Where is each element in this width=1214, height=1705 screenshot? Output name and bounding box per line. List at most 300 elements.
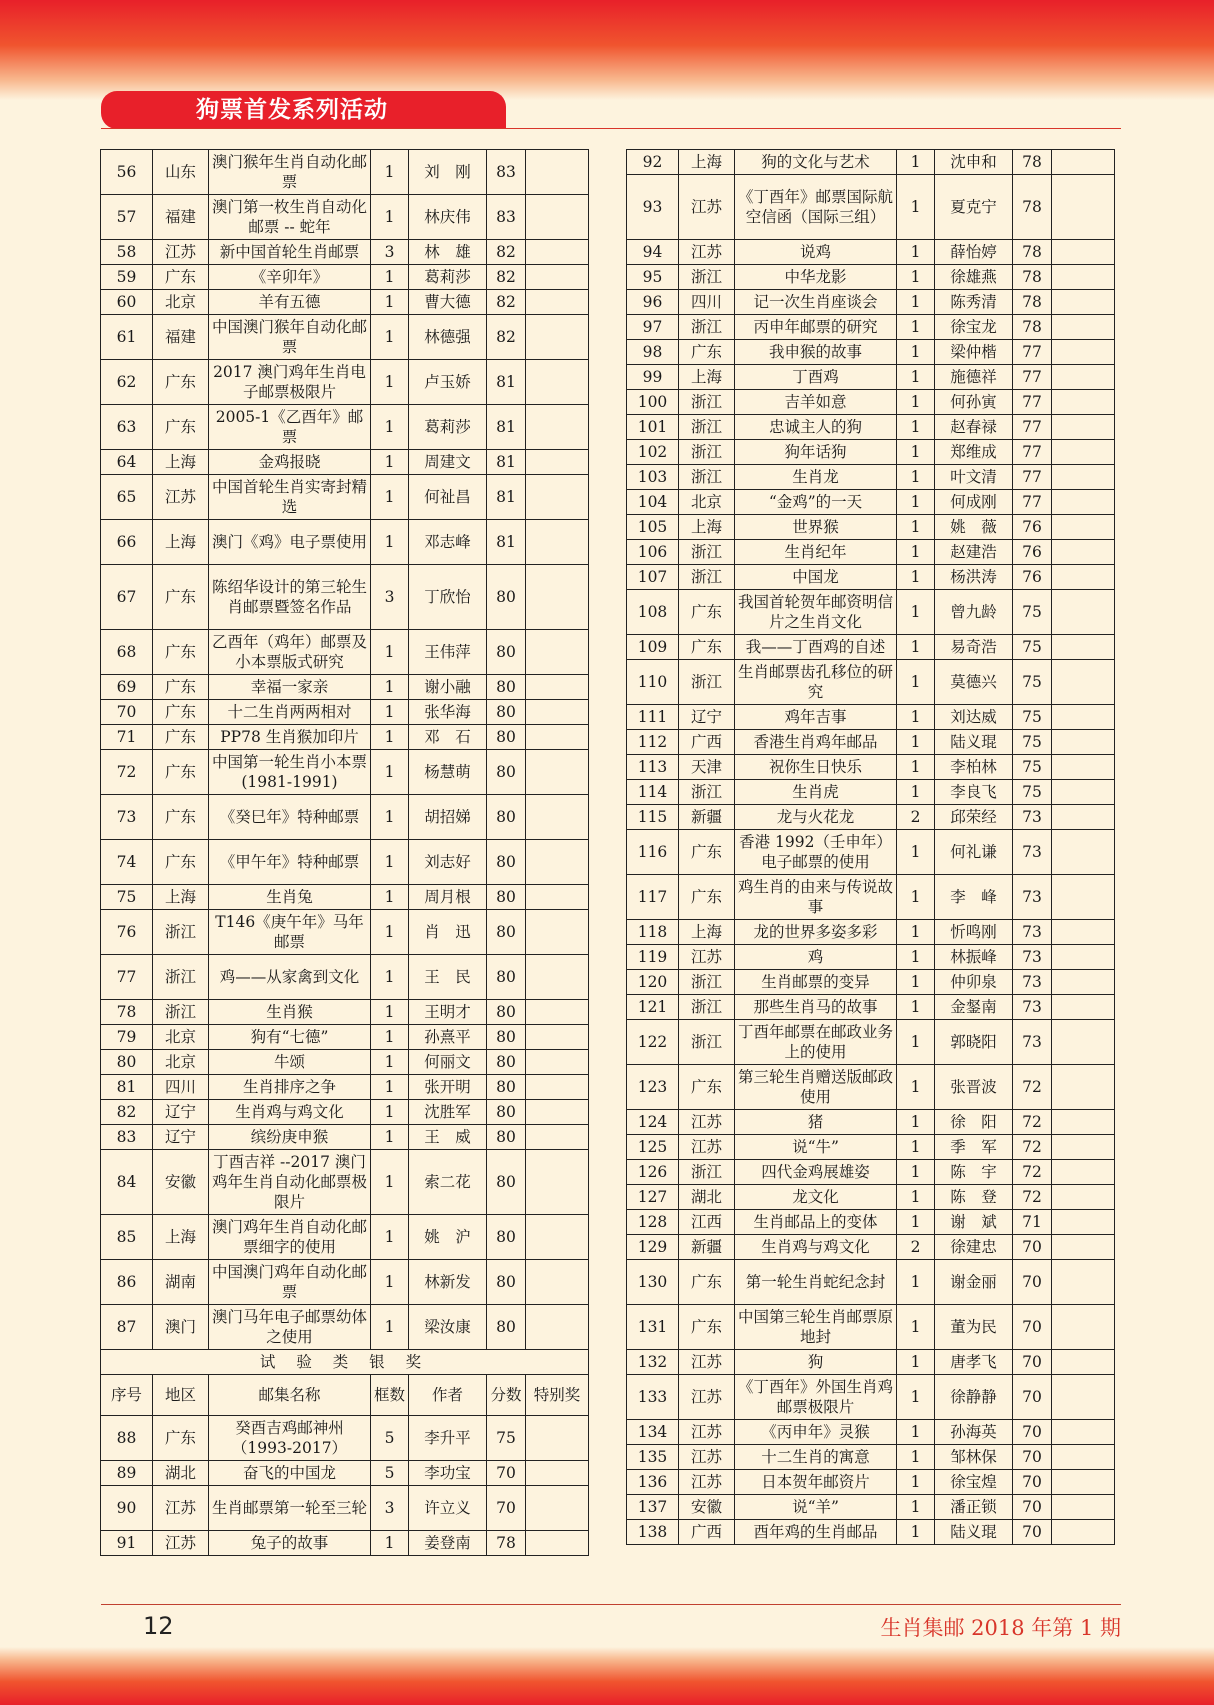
exhibit-title-cell: 鸡 [735,945,897,970]
special-award-cell [526,150,589,195]
entry-number-cell: 81 [101,1075,153,1100]
table-row [101,955,589,1000]
entry-number-cell: 97 [627,315,679,340]
entry-number-cell: 104 [627,490,679,515]
frame-count-cell: 1 [897,875,935,920]
special-award-cell [526,1486,589,1531]
region-cell: 浙江 [679,390,735,415]
frame-count-cell: 1 [897,755,935,780]
special-award-cell [526,360,589,405]
score-cell: 82 [487,240,526,265]
entry-number-cell: 123 [627,1065,679,1110]
special-award-cell [526,265,589,290]
special-award-cell [526,1305,589,1350]
region-cell: 新疆 [679,805,735,830]
special-award-cell [1052,730,1115,755]
exhibit-title-cell: 说“羊” [735,1495,897,1520]
special-award-cell [1052,1305,1115,1350]
entry-number-cell: 68 [101,630,153,675]
table-row [627,830,1115,875]
exhibit-title-cell: 龙的世界多姿多彩 [735,920,897,945]
table-row [101,315,589,360]
author-cell: 徐静静 [935,1375,1013,1420]
table-row [627,565,1115,590]
score-cell: 73 [1013,875,1052,920]
frame-count-cell: 1 [897,635,935,660]
score-cell: 80 [487,1215,526,1260]
entry-number-cell: 70 [101,700,153,725]
score-cell: 70 [487,1486,526,1531]
region-cell: 辽宁 [153,1100,209,1125]
frame-count-cell: 5 [371,1461,409,1486]
frame-count-cell: 1 [897,705,935,730]
frame-count-cell: 1 [371,885,409,910]
score-cell: 71 [1013,1210,1052,1235]
author-cell: 杨慧萌 [409,750,487,795]
region-cell: 浙江 [679,315,735,340]
entry-number-cell: 117 [627,875,679,920]
author-cell: 曾九龄 [935,590,1013,635]
special-award-cell [526,290,589,315]
special-award-cell [526,1075,589,1100]
score-cell: 80 [487,795,526,840]
region-cell: 江苏 [679,1470,735,1495]
score-cell: 76 [1013,540,1052,565]
score-cell: 77 [1013,440,1052,465]
score-cell: 80 [487,1100,526,1125]
region-cell: 浙江 [679,415,735,440]
exhibit-title-cell: 生肖邮票的变异 [735,970,897,995]
exhibit-title-cell: 日本贺年邮资片 [735,1470,897,1495]
table-row [627,1305,1115,1350]
special-award-cell [1052,1135,1115,1160]
frame-count-cell: 1 [371,1150,409,1215]
table-row [627,415,1115,440]
author-cell: 沈申和 [935,150,1013,175]
frame-count-cell: 1 [371,265,409,290]
entry-number-cell: 135 [627,1445,679,1470]
table-row [627,805,1115,830]
score-cell: 80 [487,955,526,1000]
region-cell: 北京 [153,290,209,315]
score-cell: 82 [487,290,526,315]
region-cell: 广西 [679,1520,735,1545]
region-cell: 四川 [153,1075,209,1100]
frame-count-cell: 1 [897,240,935,265]
author-cell: 张华海 [409,700,487,725]
special-award-cell [526,630,589,675]
column-header-author: 作者 [409,1375,487,1416]
author-cell: 谢金丽 [935,1260,1013,1305]
column-header-row [101,1375,589,1416]
region-cell: 江苏 [679,1135,735,1160]
table-row [627,175,1115,240]
special-award-cell [1052,945,1115,970]
frame-count-cell: 1 [371,520,409,565]
entry-number-cell: 63 [101,405,153,450]
frame-count-cell: 1 [371,150,409,195]
page-number: 12 [143,1612,174,1640]
region-cell: 安徽 [679,1495,735,1520]
exhibit-title-cell: 澳门猴年生肖自动化邮票 [209,150,371,195]
frame-count-cell: 1 [897,565,935,590]
exhibit-title-cell: 《甲午年》特种邮票 [209,840,371,885]
frame-count-cell: 3 [371,240,409,265]
score-cell: 80 [487,885,526,910]
author-cell: 曹大德 [409,290,487,315]
score-cell: 72 [1013,1160,1052,1185]
frame-count-cell: 1 [897,1260,935,1305]
score-cell: 75 [1013,755,1052,780]
frame-count-cell: 1 [897,970,935,995]
author-cell: 陆义琨 [935,730,1013,755]
author-cell: 谢小融 [409,675,487,700]
exhibit-title-cell: 牛颂 [209,1050,371,1075]
table-row [101,1461,589,1486]
score-cell: 81 [487,405,526,450]
frame-count-cell: 1 [897,1420,935,1445]
frame-count-cell: 1 [897,660,935,705]
score-cell: 76 [1013,515,1052,540]
special-award-cell [1052,995,1115,1020]
score-cell: 73 [1013,830,1052,875]
special-award-cell [1052,635,1115,660]
special-award-cell [1052,1110,1115,1135]
author-cell: 李 峰 [935,875,1013,920]
table-row [101,750,589,795]
author-cell: 肖 迅 [409,910,487,955]
entry-number-cell: 64 [101,450,153,475]
region-cell: 浙江 [679,440,735,465]
exhibit-title-cell: 狗的文化与艺术 [735,150,897,175]
special-award-cell [526,725,589,750]
frame-count-cell: 1 [371,1075,409,1100]
author-cell: 陆义琨 [935,1520,1013,1545]
entry-number-cell: 106 [627,540,679,565]
table-row [627,755,1115,780]
table-row [101,910,589,955]
special-award-cell [1052,780,1115,805]
region-cell: 广东 [679,1065,735,1110]
table-row [101,475,589,520]
special-award-cell [1052,1235,1115,1260]
frame-count-cell: 1 [371,1125,409,1150]
entry-number-cell: 56 [101,150,153,195]
score-cell: 78 [1013,240,1052,265]
exhibit-title-cell: 幸福一家亲 [209,675,371,700]
frame-count-cell: 1 [897,1350,935,1375]
special-award-cell [1052,415,1115,440]
exhibit-title-cell: 中华龙影 [735,265,897,290]
frame-count-cell: 1 [897,1065,935,1110]
special-award-cell [526,1000,589,1025]
entry-number-cell: 96 [627,290,679,315]
table-row [627,970,1115,995]
region-cell: 江西 [679,1210,735,1235]
table-row [627,1495,1115,1520]
author-cell: 邓 石 [409,725,487,750]
region-cell: 广东 [153,1416,209,1461]
entry-number-cell: 127 [627,1185,679,1210]
frame-count-cell: 1 [897,830,935,875]
exhibit-title-cell: 2005-1《乙酉年》邮票 [209,405,371,450]
score-cell: 70 [1013,1260,1052,1305]
score-cell: 77 [1013,390,1052,415]
frame-count-cell: 1 [897,490,935,515]
special-award-cell [526,1150,589,1215]
footer-divider [101,1604,1121,1605]
score-cell: 75 [1013,635,1052,660]
entry-number-cell: 115 [627,805,679,830]
frame-count-cell: 1 [897,390,935,415]
exhibit-title-cell: 新中国首轮生肖邮票 [209,240,371,265]
frame-count-cell: 1 [897,1445,935,1470]
special-award-cell [1052,1020,1115,1065]
author-cell: 王伟萍 [409,630,487,675]
special-award-cell [526,675,589,700]
special-award-cell [1052,590,1115,635]
region-cell: 福建 [153,315,209,360]
author-cell: 董为民 [935,1305,1013,1350]
frame-count-cell: 1 [371,675,409,700]
exhibit-title-cell: 说“牛” [735,1135,897,1160]
exhibit-title-cell: 猪 [735,1110,897,1135]
score-cell: 81 [487,450,526,475]
region-cell: 浙江 [679,465,735,490]
entry-number-cell: 138 [627,1520,679,1545]
author-cell: 薛怡婷 [935,240,1013,265]
exhibit-title-cell: 鸡——从家禽到文化 [209,955,371,1000]
table-row [627,240,1115,265]
entry-number-cell: 122 [627,1020,679,1065]
special-award-cell [1052,515,1115,540]
score-cell: 77 [1013,465,1052,490]
author-cell: 梁仲楷 [935,340,1013,365]
exhibit-title-cell: 澳门鸡年生肖自动化邮票细字的使用 [209,1215,371,1260]
region-cell: 浙江 [679,540,735,565]
region-cell: 山东 [153,150,209,195]
region-cell: 广东 [153,265,209,290]
region-cell: 上海 [153,885,209,910]
author-cell: 陈 登 [935,1185,1013,1210]
region-cell: 上海 [153,520,209,565]
score-cell: 70 [1013,1235,1052,1260]
exhibit-title-cell: 狗有“七德” [209,1025,371,1050]
entry-number-cell: 60 [101,290,153,315]
exhibit-title-cell: 澳门《鸡》电子票使用 [209,520,371,565]
table-row [627,540,1115,565]
table-row [627,1110,1115,1135]
table-row [101,1050,589,1075]
table-row [627,1375,1115,1420]
table-row [627,590,1115,635]
special-award-cell [1052,1210,1115,1235]
region-cell: 广东 [153,700,209,725]
frame-count-cell: 1 [897,1185,935,1210]
region-cell: 广东 [679,590,735,635]
entry-number-cell: 72 [101,750,153,795]
frame-count-cell: 1 [897,515,935,540]
frame-count-cell: 3 [371,565,409,630]
exhibit-title-cell: 中国澳门猴年自动化邮票 [209,315,371,360]
author-cell: 王 威 [409,1125,487,1150]
entry-number-cell: 130 [627,1260,679,1305]
special-award-cell [1052,755,1115,780]
table-row [627,1520,1115,1545]
region-cell: 湖南 [153,1260,209,1305]
entry-number-cell: 78 [101,1000,153,1025]
frame-count-cell: 1 [897,780,935,805]
score-cell: 80 [487,630,526,675]
entry-number-cell: 136 [627,1470,679,1495]
frame-count-cell: 1 [371,315,409,360]
special-award-cell [1052,705,1115,730]
frame-count-cell: 1 [897,1520,935,1545]
special-award-cell [1052,150,1115,175]
frame-count-cell: 1 [371,1100,409,1125]
table-row [627,945,1115,970]
entry-number-cell: 67 [101,565,153,630]
table-row [101,565,589,630]
entry-number-cell: 88 [101,1416,153,1461]
author-cell: 邱荣经 [935,805,1013,830]
region-cell: 广东 [679,1260,735,1305]
author-cell: 郑维成 [935,440,1013,465]
entry-number-cell: 57 [101,195,153,240]
entry-number-cell: 77 [101,955,153,1000]
table-row [101,240,589,265]
author-cell: 何成刚 [935,490,1013,515]
entry-number-cell: 61 [101,315,153,360]
score-cell: 81 [487,520,526,565]
special-award-cell [526,1416,589,1461]
special-award-cell [526,700,589,725]
special-award-cell [1052,315,1115,340]
region-cell: 广东 [153,565,209,630]
table-row [627,1160,1115,1185]
table-row [627,150,1115,175]
region-cell: 浙江 [679,1020,735,1065]
exhibit-title-cell: 奋飞的中国龙 [209,1461,371,1486]
exhibit-title-cell: 中国第一轮生肖小本票 (1981-1991) [209,750,371,795]
entry-number-cell: 85 [101,1215,153,1260]
table-row [627,315,1115,340]
special-award-cell [1052,540,1115,565]
score-cell: 80 [487,1125,526,1150]
region-cell: 湖北 [679,1185,735,1210]
author-cell: 周建文 [409,450,487,475]
exhibit-title-cell: 狗 [735,1350,897,1375]
table-row [627,490,1115,515]
table-row [627,340,1115,365]
frame-count-cell: 1 [897,945,935,970]
table-row [627,1210,1115,1235]
score-cell: 70 [1013,1375,1052,1420]
column-header-special-award: 特别奖 [526,1375,589,1416]
author-cell: 徐 阳 [935,1110,1013,1135]
special-award-cell [1052,565,1115,590]
author-cell: 忻鸣刚 [935,920,1013,945]
author-cell: 林振峰 [935,945,1013,970]
frame-count-cell: 1 [371,700,409,725]
score-cell: 73 [1013,945,1052,970]
frame-count-cell: 1 [897,995,935,1020]
author-cell: 何孙寅 [935,390,1013,415]
column-header-frame-count: 框数 [371,1375,409,1416]
frame-count-cell: 1 [897,365,935,390]
entry-number-cell: 80 [101,1050,153,1075]
score-cell: 77 [1013,415,1052,440]
left-awards-table [100,149,589,1556]
special-award-cell [526,565,589,630]
special-award-cell [1052,465,1115,490]
score-cell: 80 [487,1025,526,1050]
region-cell: 福建 [153,195,209,240]
score-cell: 70 [1013,1350,1052,1375]
table-row [101,795,589,840]
entry-number-cell: 120 [627,970,679,995]
exhibit-title-cell: 《丙申年》灵猴 [735,1420,897,1445]
special-award-cell [1052,1520,1115,1545]
exhibit-title-cell: 记一次生肖座谈会 [735,290,897,315]
region-cell: 上海 [679,920,735,945]
table-row [627,1235,1115,1260]
special-award-cell [1052,830,1115,875]
exhibit-title-cell: 狗年话狗 [735,440,897,465]
author-cell: 唐孝飞 [935,1350,1013,1375]
author-cell: 林新发 [409,1260,487,1305]
region-cell: 广东 [153,840,209,885]
special-award-cell [526,1025,589,1050]
special-award-cell [526,1100,589,1125]
table-row [627,1065,1115,1110]
special-award-cell [526,1531,589,1556]
author-cell: 陈 宇 [935,1160,1013,1185]
score-cell: 78 [1013,290,1052,315]
entry-number-cell: 71 [101,725,153,750]
entry-number-cell: 93 [627,175,679,240]
exhibit-title-cell: 我——丁酉鸡的自述 [735,635,897,660]
author-cell: 李良飞 [935,780,1013,805]
frame-count-cell: 1 [371,195,409,240]
section-label-row [101,1350,589,1375]
entry-number-cell: 113 [627,755,679,780]
exhibit-title-cell: 中国龙 [735,565,897,590]
frame-count-cell: 1 [897,1110,935,1135]
score-cell: 80 [487,1050,526,1075]
exhibit-title-cell: 祝你生日快乐 [735,755,897,780]
entry-number-cell: 66 [101,520,153,565]
frame-count-cell: 1 [897,315,935,340]
region-cell: 江苏 [679,175,735,240]
frame-count-cell: 1 [371,290,409,315]
region-cell: 江苏 [679,1110,735,1135]
frame-count-cell: 1 [897,730,935,755]
author-cell: 王 民 [409,955,487,1000]
region-cell: 浙江 [679,1160,735,1185]
frame-count-cell: 1 [371,1025,409,1050]
special-award-cell [526,1461,589,1486]
entry-number-cell: 119 [627,945,679,970]
exhibit-title-cell: T146《庚午年》马年邮票 [209,910,371,955]
author-cell: 卢玉娇 [409,360,487,405]
frame-count-cell: 1 [371,750,409,795]
table-row [101,1000,589,1025]
table-row [627,1020,1115,1065]
frame-count-cell: 1 [371,840,409,885]
author-cell: 赵建浩 [935,540,1013,565]
entry-number-cell: 89 [101,1461,153,1486]
